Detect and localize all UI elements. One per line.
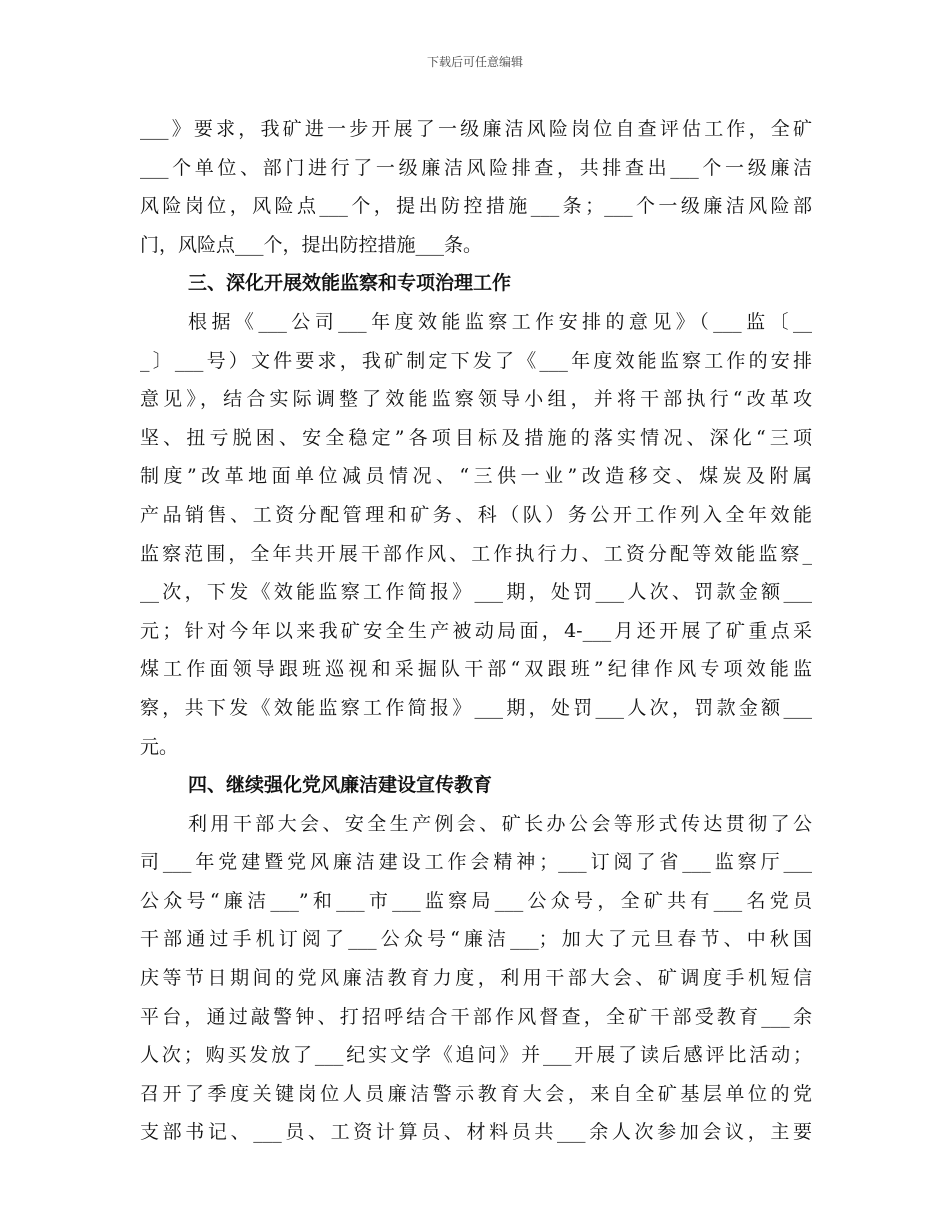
paragraph-line: 元；针对今年以来我矿安全生产被动局面，4-___月还开展了矿重点采	[140, 619, 812, 642]
paragraph-line: _〕___号）文件要求，我矿制定下发了《___年度效能监察工作的安排	[140, 349, 812, 372]
paragraph-line: 司___年党建暨党风廉洁建设工作会精神；___订阅了省___监察厅___	[140, 851, 812, 874]
paragraph-line: 煤工作面领导跟班巡视和采掘队干部“双跟班”纪律作风专项效能监	[140, 658, 812, 681]
paragraph-line: ___个单位、部门进行了一级廉洁风险排查，共排查出___个一级廉洁	[140, 156, 812, 179]
paragraph-line: 平台，通过敲警钟、打招呼结合干部作风督查，全矿干部受教育___余	[140, 1005, 812, 1028]
paragraph-line: 坚、扭亏脱困、安全稳定”各项目标及措施的落实情况、深化“三项	[140, 426, 812, 449]
paragraph-line: 产品销售、工资分配管理和矿务、科（队）务公开工作列入全年效能	[140, 503, 812, 526]
paragraph-line: 风险岗位，风险点___个，提出防控措施___条；___个一级廉洁风险部	[140, 195, 812, 218]
paragraph-first-line: 根据《___公司___年度效能监察工作安排的意见》（___监〔__	[188, 310, 812, 333]
section-heading: 四、继续强化党风廉洁建设宣传教育	[188, 774, 493, 797]
paragraph-first-line: 利用干部大会、安全生产例会、矿长办公会等形式传达贯彻了公	[188, 812, 812, 835]
paragraph-line: __次，下发《效能监察工作简报》___期，处罚___人次、罚款金额___	[140, 581, 812, 604]
page-header-note: 下载后可任意编辑	[426, 55, 523, 69]
paragraph-line: 公众号“廉洁___”和___市___监察局___公众号，全矿共有___名党员	[140, 889, 812, 912]
paragraph-line: 监察范围，全年共开展干部作风、工作执行力、工资分配等效能监察_	[140, 542, 812, 565]
paragraph-last-line: 元。	[140, 735, 179, 758]
paragraph-line: 意见》，结合实际调整了效能监察领导小组，并将干部执行“改革攻	[140, 388, 812, 411]
document-body	[140, 110, 812, 1152]
section-heading: 三、深化开展效能监察和专项治理工作	[188, 272, 512, 295]
paragraph-line: 制度”改革地面单位减员情况、“三供一业”改造移交、煤炭及附属	[140, 465, 812, 488]
paragraph-last-line: 门，风险点___个，提出防控措施___条。	[140, 233, 483, 256]
paragraph-line: 支部书记、___员、工资计算员、材料员共___余人次参加会议，主要	[140, 1121, 812, 1144]
paragraph-line: 干部通过手机订阅了___公众号“廉洁___；加大了元旦春节、中秋国	[140, 928, 812, 951]
paragraph-line: 察，共下发《效能监察工作简报》___期，处罚___人次，罚款金额___	[140, 696, 812, 719]
paragraph-line: 人次；购买发放了___纪实文学《追问》并___开展了读后感评比活动；	[140, 1044, 812, 1067]
paragraph-line: 庆等节日期间的党风廉洁教育力度，利用干部大会、矿调度手机短信	[140, 967, 812, 990]
paragraph-line: ___》要求，我矿进一步开展了一级廉洁风险岗位自查评估工作，全矿	[140, 118, 812, 140]
paragraph-line: 召开了季度关键岗位人员廉洁警示教育大会，来自全矿基层单位的党	[140, 1082, 812, 1105]
